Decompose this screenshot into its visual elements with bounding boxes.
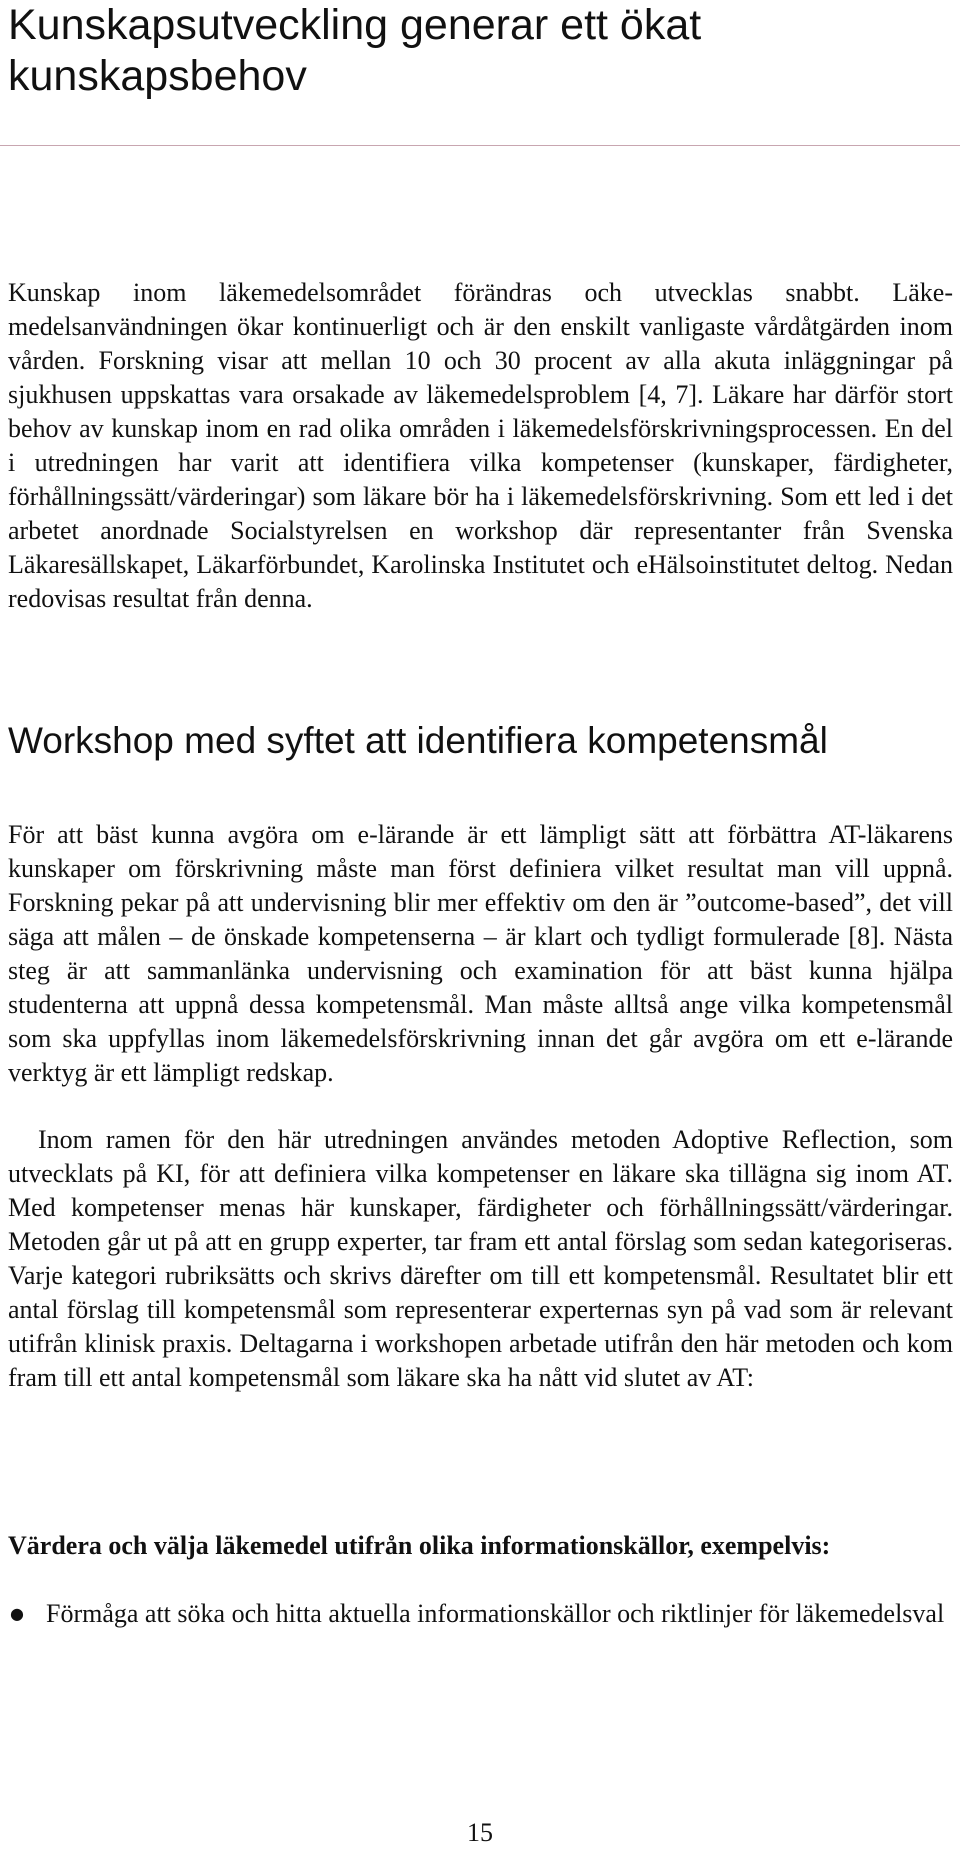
section-heading: Workshop med syftet att identifiera kompetensmål [8,720,828,761]
intro-paragraph: Kunskap inom läkemedelsområdet förändras och utvecklas snabbt. Läkemedelsanvändningen ökar kontinuerligt och är den enskilt vanligaste vårdåtgärden inom vården. Forskning visar att mellan 10 och 30 procent av alla akuta inläggningar på sjukhusen uppskattas vara orsakade av läkemedelsproblem [4, 7]. Läkare har därför stort behov av kunskap inom en rad olika områden i läkemedelsförskrivningsprocessen. En del i utredningen har varit att identifiera vilka kompetenser (kunskaper, färdigheter, förhållningssätt/värderingar) som läkare bör ha i läkemedelsförskrivning. Som ett led i det arbetet anordnade Socialstyrelsen en workshop där representanter från Svenska Läkaresällskapet, Läkarförbundet, Karolinska Institutet och eHälsoinstitutet deltog. Nedan redovisas resultat från denna. [8,278,953,613]
title-divider [0,145,960,146]
page-title: Kunskapsutveckling generar ett ökat kunskapsbehov [8,1,702,100]
bullet-icon: ● [10,1604,24,1623]
list-item-text: Förmåga att söka och hitta aktuella informationskällor och riktlinjer för läkemedelsval [46,1599,945,1628]
competence-subheading: Värdera och välja läkemedel utifrån olika informationskällor, exempelvis: [8,1531,831,1560]
competence-list [8,1597,953,1631]
list-item [8,1597,953,1631]
workshop-paragraph-1: För att bäst kunna avgöra om e-lärande är ett lämpligt sätt att förbättra AT-läkarens kunskaper om förskrivning måste man först definiera vilket resultat man vill uppnå. Forskning pekar på att undervisning blir mer effektiv om den är ”outcome-based”, det vill säga att målen – de önskade kompetenserna – är klart och tydligt formulerade [8]. Nästa steg är att sammanlänka undervisning och examination för att bäst kunna hjälpa studenterna att uppnå dessa kompetensmål. Man måste alltså ange vilka kompetensmål som ska uppfyllas inom läkemedelsförskrivning innan det går avgöra om ett e-lärande verktyg är ett lämpligt redskap. [8,820,953,1087]
workshop-paragraph-2: Inom ramen för den här utredningen användes metoden Adoptive Reflection, som utvecklats på KI, för att definiera vilka kompetenser en läkare ska tillägna sig inom AT. Med kompetenser menas här kunskaper, färdigheter och förhållningssätt/värderingar. Metoden går ut på att en grupp experter, tar fram ett antal förslag som sedan kategoriseras. Varje kategori rubriksätts och skrivs därefter om till ett kompetensmål. Resultatet blir ett antal förslag till kompetensmål som representerar experternas syn på vad som är relevant utifrån klinisk praxis. Deltagarna i workshopen arbetade utifrån den här metoden och kom fram till ett antal kompetensmål som läkare ska ha nått vid slutet av AT: [8,1125,953,1392]
page-number: 15 [467,1818,493,1847]
